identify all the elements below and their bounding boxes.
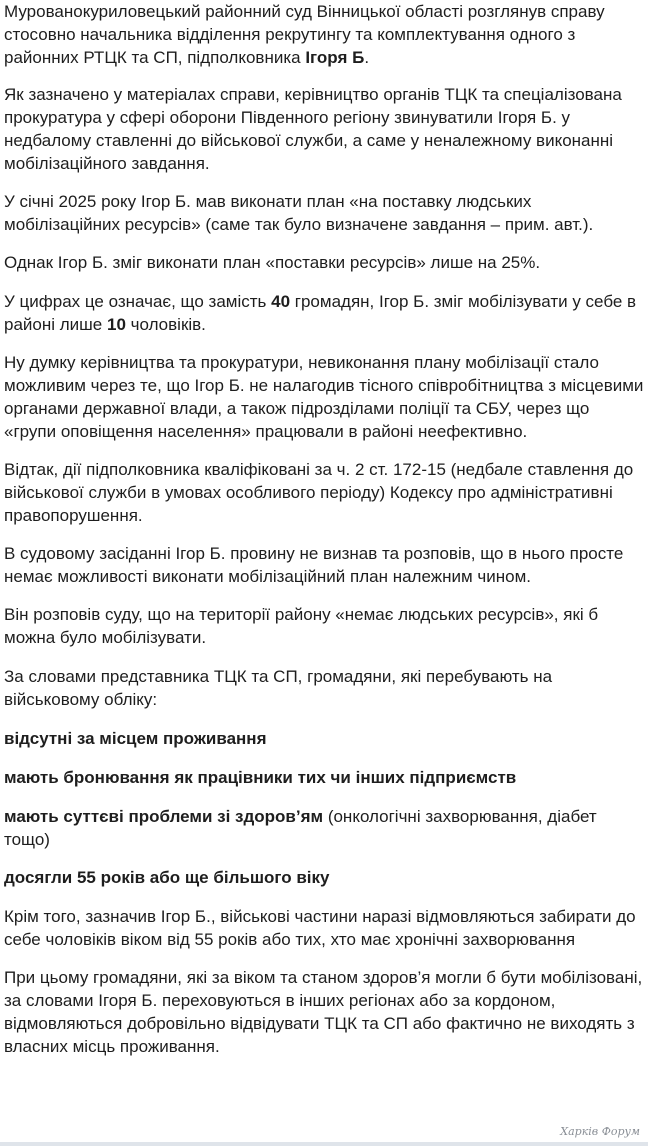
paragraph-1: Мурованокуриловецький районний суд Вінницької області розглянув справу стосовно начальника відділення рекрутингу та комплектування одного з районних РТЦК та СП, підполковника Ігоря Б. [4,2,605,67]
paragraph-9: Він розповів суду, що на території району «немає людських ресурсів», які б можна було мобілізувати. [4,605,599,647]
paragraph-8: В судовому засіданні Ігор Б. провину не визнав та розповів, що в нього просте немає можливості виконати мобілізаційний план належним чином. [4,544,624,586]
paragraph-10: За словами представника ТЦК та СП, громадяни, які перебувають на військовому обліку: [4,667,553,709]
paragraph-15: Крім того, зазначив Ігор Б., військові частини наразі відмовляються забирати до себе чоловіків віком від 55 років або тих, хто має хронічні захворювання [4,907,636,949]
bottom-band [0,1142,648,1146]
list-item-reserved: мають бронювання як працівники тих чи інших підприємств [4,768,517,787]
actual-count: 10 [106,315,126,334]
defendant-name: Ігоря Б [305,48,365,67]
list-item-absent: відсутні за місцем проживання [4,729,267,748]
paragraph-6: Ну думку керівництва та прокуратури, невиконання плану мобілізації стало можливим через те, що Ігор Б. не налагодив тісного співробітництва з місцевими органами державної влади, а також підрозділами поліції та СБУ, через що «групи оповіщення населення» працювали в районі неефективно. [4,353,644,441]
paragraph-7: Відтак, дії підполковника кваліфіковані за ч. 2 ст. 172-15 (недбале ставлення до військової служби в умовах особливого періоду) Кодексу про адміністративні правопорушення. [4,460,634,525]
paragraph-16: При цьому громадяни, які за віком та станом здоров’я могли б бути мобілізовані, за словами Ігоря Б. переховуються в інших регіонах або за кордоном, відмовляються добровільно відвідувати ТЦК та СП або фактично не виходять з власних місць проживання. [4,968,643,1056]
paragraph-3: У січні 2025 року Ігор Б. мав виконати план «на поставку людських мобілізаційних ресурсів» (саме так було визначене завдання – прим. авт.). [4,192,594,234]
watermark: Харків Форум [560,1125,640,1138]
paragraph-2: Як зазначено у матеріалах справи, керівництво органів ТЦК та спеціалізована прокуратура у сфері оборони Південного регіону звинуватили Ігоря Б. у недбалому ставленні до військової служби, а саме у неналежному виконанні мобілізаційного завдання. [4,85,622,173]
paragraph-5: У цифрах це означає, що замість 40 громадян, Ігор Б. зміг мобілізувати у себе в районі лише 10 чоловіків. [4,292,637,334]
planned-count: 40 [271,292,291,311]
list-item-health: мають суттєві проблеми зі здоров’ям (онкологічні захворювання, діабет тощо) [4,807,597,849]
paragraph-4: Однак Ігор Б. зміг виконати план «поставки ресурсів» лише на 25%. [4,253,541,272]
article-body [4,0,646,1058]
list-item-age: досягли 55 років або ще більшого віку [4,868,330,887]
